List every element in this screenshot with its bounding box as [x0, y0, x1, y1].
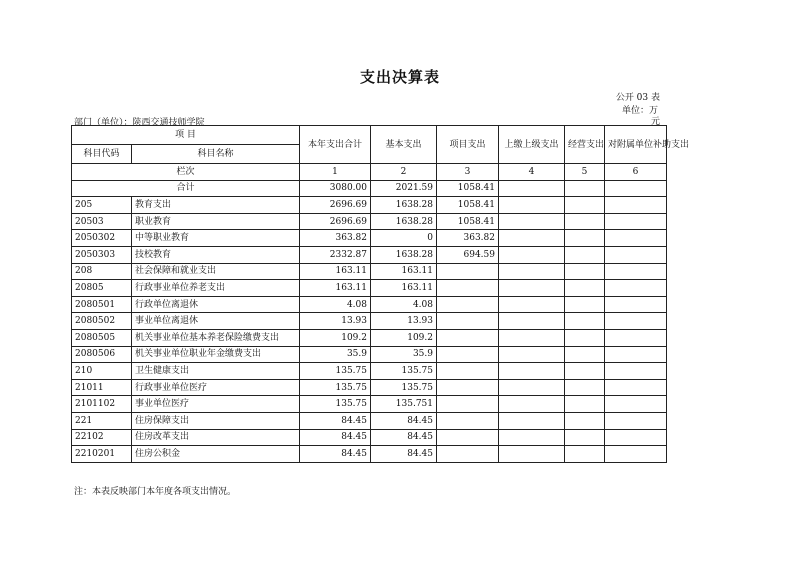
total-cell: 2332.87	[300, 246, 371, 263]
subsidy-cell	[605, 246, 667, 263]
total-cell-total: 3080.00	[300, 180, 371, 197]
basic-cell: 1638.28	[371, 246, 437, 263]
upper-cell	[499, 363, 565, 380]
table-row	[72, 246, 667, 263]
basic-cell: 1638.28	[371, 213, 437, 230]
total-cell: 2696.69	[300, 197, 371, 214]
header-name: 科目名称	[132, 145, 300, 164]
table-row	[72, 329, 667, 346]
business-cell	[565, 296, 605, 313]
business-cell	[565, 346, 605, 363]
subject-name-cell: 中等职业教育	[132, 230, 300, 247]
subject-code-cell: 2050302	[72, 230, 132, 247]
form-number: 公开 03 表	[615, 93, 660, 103]
basic-cell: 135.751	[371, 396, 437, 413]
total-cell-basic: 2021.59	[371, 180, 437, 197]
subject-code-cell: 2101102	[72, 396, 132, 413]
subsidy-cell	[605, 396, 667, 413]
column-number: 6	[605, 164, 667, 181]
subject-name-cell: 事业单位离退休	[132, 313, 300, 330]
header-row-1	[72, 126, 667, 145]
subsidy-cell	[605, 296, 667, 313]
subsidy-cell	[605, 446, 667, 463]
table-row	[72, 363, 667, 380]
column-number-row	[72, 164, 667, 181]
subject-name-cell: 机关事业单位基本养老保险缴费支出	[132, 329, 300, 346]
business-cell	[565, 429, 605, 446]
header-col-project: 项目支出	[437, 126, 499, 164]
total-cell: 109.2	[300, 329, 371, 346]
subject-name-cell: 职业教育	[132, 213, 300, 230]
project-cell: 1058.41	[437, 213, 499, 230]
header-code: 科目代码	[72, 145, 132, 164]
basic-cell: 135.75	[371, 363, 437, 380]
subsidy-cell	[605, 379, 667, 396]
subject-name-cell: 教育支出	[132, 197, 300, 214]
subject-name-cell: 社会保障和就业支出	[132, 263, 300, 280]
subsidy-cell	[605, 412, 667, 429]
total-cell: 163.11	[300, 263, 371, 280]
header-col-business: 经营支出	[565, 126, 605, 164]
project-cell	[437, 346, 499, 363]
project-cell: 363.82	[437, 230, 499, 247]
business-cell	[565, 412, 605, 429]
project-cell	[437, 379, 499, 396]
column-number: 4	[499, 164, 565, 181]
basic-cell: 84.45	[371, 412, 437, 429]
project-cell: 1058.41	[437, 197, 499, 214]
basic-cell: 4.08	[371, 296, 437, 313]
project-cell	[437, 412, 499, 429]
subject-code-cell: 210	[72, 363, 132, 380]
table-row	[72, 396, 667, 413]
subject-name-cell: 技校教育	[132, 246, 300, 263]
business-cell	[565, 379, 605, 396]
upper-cell	[499, 429, 565, 446]
basic-cell: 13.93	[371, 313, 437, 330]
upper-cell	[499, 246, 565, 263]
business-cell	[565, 230, 605, 247]
table-row	[72, 313, 667, 330]
upper-cell	[499, 446, 565, 463]
project-cell	[437, 296, 499, 313]
subject-code-cell: 2050303	[72, 246, 132, 263]
table-row	[72, 230, 667, 247]
footnote: 注：本表反映部门本年度各项支出情况。	[74, 487, 237, 497]
subject-name-cell: 事业单位医疗	[132, 396, 300, 413]
upper-cell	[499, 313, 565, 330]
subject-code-cell: 22102	[72, 429, 132, 446]
total-cell-upper	[499, 180, 565, 197]
basic-cell: 84.45	[371, 446, 437, 463]
business-cell	[565, 197, 605, 214]
subject-name-cell: 住房公积金	[132, 446, 300, 463]
subject-code-cell: 20805	[72, 280, 132, 297]
subject-code-cell: 21011	[72, 379, 132, 396]
subsidy-cell	[605, 429, 667, 446]
upper-cell	[499, 230, 565, 247]
project-cell	[437, 446, 499, 463]
table-row	[72, 263, 667, 280]
subsidy-cell	[605, 313, 667, 330]
subsidy-cell	[605, 230, 667, 247]
column-row-label: 栏次	[72, 164, 300, 181]
total-row	[72, 180, 667, 197]
subsidy-cell	[605, 280, 667, 297]
column-number: 3	[437, 164, 499, 181]
basic-cell: 0	[371, 230, 437, 247]
subject-code-cell: 2210201	[72, 446, 132, 463]
subject-name-cell: 机关事业单位职业年金缴费支出	[132, 346, 300, 363]
total-cell-project: 1058.41	[437, 180, 499, 197]
table-row	[72, 296, 667, 313]
total-cell: 84.45	[300, 429, 371, 446]
subject-code-cell: 2080506	[72, 346, 132, 363]
page-title: 支出决算表	[359, 68, 440, 86]
project-cell	[437, 429, 499, 446]
basic-cell: 135.75	[371, 379, 437, 396]
column-number: 5	[565, 164, 605, 181]
total-cell: 163.11	[300, 280, 371, 297]
subsidy-cell	[605, 329, 667, 346]
upper-cell	[499, 280, 565, 297]
upper-cell	[499, 396, 565, 413]
upper-cell	[499, 296, 565, 313]
upper-cell	[499, 213, 565, 230]
subject-name-cell: 住房改革支出	[132, 429, 300, 446]
upper-cell	[499, 346, 565, 363]
total-cell: 13.93	[300, 313, 371, 330]
subsidy-cell	[605, 213, 667, 230]
upper-cell	[499, 412, 565, 429]
upper-cell	[499, 197, 565, 214]
total-label: 合计	[72, 180, 300, 197]
basic-cell: 1638.28	[371, 197, 437, 214]
unit-value: 元	[650, 117, 660, 127]
subject-code-cell: 208	[72, 263, 132, 280]
subsidy-cell	[605, 263, 667, 280]
total-cell-subsidy	[605, 180, 667, 197]
upper-cell	[499, 329, 565, 346]
project-cell	[437, 313, 499, 330]
project-cell: 694.59	[437, 246, 499, 263]
subject-code-cell: 2080501	[72, 296, 132, 313]
subsidy-cell	[605, 197, 667, 214]
subject-code-cell: 2080505	[72, 329, 132, 346]
business-cell	[565, 246, 605, 263]
subject-name-cell: 行政单位离退休	[132, 296, 300, 313]
business-cell	[565, 313, 605, 330]
subject-name-cell: 行政事业单位养老支出	[132, 280, 300, 297]
header-col-total: 本年支出合计	[300, 126, 371, 164]
subject-name-cell: 住房保障支出	[132, 412, 300, 429]
subject-code-cell: 221	[72, 412, 132, 429]
basic-cell: 163.11	[371, 263, 437, 280]
table-row	[72, 412, 667, 429]
basic-cell: 163.11	[371, 280, 437, 297]
basic-cell: 35.9	[371, 346, 437, 363]
total-cell: 84.45	[300, 446, 371, 463]
table-row	[72, 197, 667, 214]
subsidy-cell	[605, 346, 667, 363]
table-row	[72, 446, 667, 463]
project-cell	[437, 363, 499, 380]
department-label: 部门（单位）：陕西交通技师学院	[74, 118, 205, 128]
total-cell: 35.9	[300, 346, 371, 363]
project-cell	[437, 396, 499, 413]
header-col-basic: 基本支出	[371, 126, 437, 164]
business-cell	[565, 213, 605, 230]
subject-code-cell: 2080502	[72, 313, 132, 330]
project-cell	[437, 263, 499, 280]
table-row	[72, 379, 667, 396]
business-cell	[565, 446, 605, 463]
total-cell: 2696.69	[300, 213, 371, 230]
subject-name-cell: 卫生健康支出	[132, 363, 300, 380]
total-cell: 363.82	[300, 230, 371, 247]
table-row	[72, 346, 667, 363]
business-cell	[565, 263, 605, 280]
upper-cell	[499, 263, 565, 280]
business-cell	[565, 363, 605, 380]
subject-name-cell: 行政事业单位医疗	[132, 379, 300, 396]
upper-cell	[499, 379, 565, 396]
business-cell	[565, 329, 605, 346]
basic-cell: 109.2	[371, 329, 437, 346]
project-cell	[437, 329, 499, 346]
table-row	[72, 280, 667, 297]
header-item: 项 目	[72, 126, 300, 145]
subject-code-cell: 205	[72, 197, 132, 214]
business-cell	[565, 280, 605, 297]
expenditure-table	[71, 125, 690, 463]
column-number: 1	[300, 164, 371, 181]
total-cell: 135.75	[300, 363, 371, 380]
project-cell	[437, 280, 499, 297]
subject-code-cell: 20503	[72, 213, 132, 230]
business-cell	[565, 396, 605, 413]
total-cell: 135.75	[300, 396, 371, 413]
total-cell: 135.75	[300, 379, 371, 396]
total-cell: 4.08	[300, 296, 371, 313]
subsidy-cell	[605, 363, 667, 380]
basic-cell: 84.45	[371, 429, 437, 446]
table-row	[72, 213, 667, 230]
unit-label: 单位：万	[621, 106, 658, 116]
column-number: 2	[371, 164, 437, 181]
table-row	[72, 429, 667, 446]
header-col-subsidy: 对附属单位补助支出	[605, 126, 667, 164]
total-cell: 84.45	[300, 412, 371, 429]
header-col-upper: 上缴上级支出	[499, 126, 565, 164]
total-cell-business	[565, 180, 605, 197]
